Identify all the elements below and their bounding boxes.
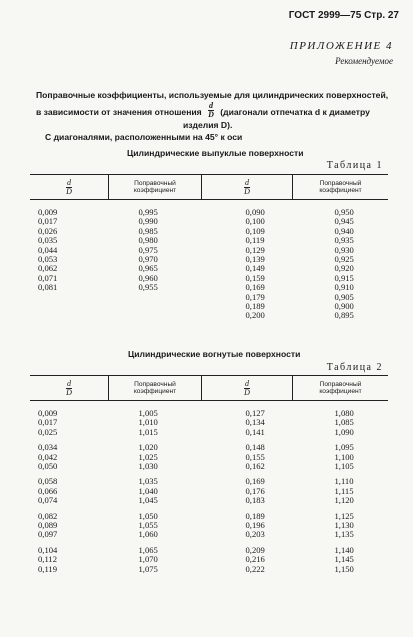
intro-line-2 (36, 101, 370, 121)
ratio-cell (30, 302, 109, 311)
ratio-cell: 0,042 (38, 451, 58, 462)
coef-cell: 1,040 (138, 485, 158, 496)
coef-cell: 1,110 (334, 476, 354, 487)
coef-cell: 1,075 (138, 563, 158, 574)
table2 (30, 375, 388, 574)
coef-cell (109, 311, 202, 320)
coef-cell: 1,135 (334, 529, 354, 540)
appendix-title: ПРИЛОЖЕНИЕ 4 (289, 40, 393, 52)
ratio-cell: 0,009 (38, 207, 58, 217)
ratio-cell: 0,141 (245, 426, 265, 437)
header-ratio-fraction: $\frac{d}{D}$ (244, 177, 250, 196)
ratio-cell: 0,035 (38, 235, 58, 246)
ratio-cell: 0,074 (38, 495, 58, 506)
coef-cell: 1,065 (138, 544, 158, 555)
fraction-numerator: d (208, 101, 213, 110)
coef-cell: 1,120 (334, 495, 354, 506)
coef-cell: 0,970 (138, 254, 158, 265)
table1-label: Таблица 1 (326, 160, 383, 171)
table1 (30, 174, 388, 321)
ratio-cell: 0,169 (245, 476, 265, 487)
coef-cell: 1,090 (334, 426, 354, 437)
appendix-subtitle: Рекомендуемое (335, 56, 393, 66)
coef-cell: 0,950 (334, 207, 354, 217)
table1-row (30, 311, 388, 320)
ratio-cell (30, 311, 109, 320)
ratio-cell: 0,155 (245, 451, 265, 462)
table2-header-row (30, 376, 388, 401)
coef-cell: 0,935 (334, 235, 354, 246)
intro-line-4: С диагоналями, расположенными на 45° к оси (45, 132, 243, 142)
coef-cell: 1,105 (334, 461, 354, 472)
ratio-cell: 0,196 (245, 520, 265, 531)
header-ratio-fraction: $\frac{d}{D}$ (66, 177, 72, 196)
intro-ratio-fraction (208, 102, 214, 119)
ratio-cell: 0,209 (245, 544, 265, 555)
coef-cell: 1,130 (334, 520, 354, 531)
table1-header-coef-2: Поправочный коэффициент (293, 175, 389, 200)
table2-row (30, 428, 388, 437)
coef-cell: 0,940 (334, 225, 354, 236)
coef-cell: 0,930 (334, 244, 354, 255)
ratio-cell: 0,044 (38, 244, 58, 255)
ratio-cell: 0,129 (245, 244, 265, 255)
table1-header-coef: Поправочный коэффициент (109, 175, 202, 200)
ratio-cell: 0,148 (245, 442, 265, 453)
coef-cell: 1,035 (138, 476, 158, 487)
coef-cell: 0,920 (334, 263, 354, 274)
table2-header-coef: Поправочный коэффициент (109, 376, 202, 401)
ratio-cell (30, 293, 109, 302)
ratio-cell: 0,149 (245, 263, 265, 274)
table2-row (30, 437, 388, 452)
coef-cell: 0,995 (138, 207, 158, 217)
ratio-cell: 0,017 (38, 417, 58, 428)
coef-cell: 1,050 (138, 510, 158, 521)
table1-header-ratio (30, 175, 109, 200)
coef-cell (109, 293, 202, 302)
ratio-cell: 0,026 (38, 225, 58, 236)
ratio-cell: 0,183 (245, 495, 265, 506)
ratio-cell: 0,200 (245, 310, 265, 321)
page-header: ГОСТ 2999—75 Стр. 27 (288, 10, 399, 21)
ratio-cell: 0,159 (245, 272, 265, 283)
coef-cell: 0,910 (334, 282, 354, 293)
coef-cell: 0,990 (138, 216, 158, 227)
coef-cell: 0,980 (138, 235, 158, 246)
ratio-cell: 0,058 (38, 476, 58, 487)
table2-row (30, 496, 388, 505)
coef-cell: 1,100 (334, 451, 354, 462)
ratio-cell: 0,071 (38, 272, 58, 283)
table2-header-ratio-2 (202, 376, 293, 401)
ratio-cell: 0,104 (38, 544, 58, 555)
ratio-cell: 0,053 (38, 254, 58, 265)
coef-cell: 0,955 (138, 282, 158, 293)
ratio-cell: 0,081 (38, 282, 58, 293)
intro-line-1: Поправочные коэффициенты, используемые для цилиндрических поверхностей, (36, 90, 389, 100)
table2-section-title: Цилиндрические вогнутые поверхности (128, 349, 301, 359)
ratio-cell: 0,119 (245, 235, 265, 246)
coef-cell: 1,025 (138, 451, 158, 462)
ratio-cell: 0,127 (245, 408, 265, 418)
coef-cell: 1,030 (138, 461, 158, 472)
table1-header-row (30, 175, 388, 200)
coef-cell: 0,905 (334, 291, 354, 302)
ratio-cell: 0,162 (245, 461, 265, 472)
coef-cell: 1,015 (138, 426, 158, 437)
coef-cell: 1,125 (334, 510, 354, 521)
ratio-cell: 0,089 (38, 520, 58, 531)
coef-cell: 1,010 (138, 417, 158, 428)
table2-row (30, 540, 388, 555)
ratio-cell: 0,109 (245, 225, 265, 236)
ratio-cell: 0,017 (38, 216, 58, 227)
table2-row (30, 530, 388, 539)
coef-cell: 1,080 (334, 408, 354, 418)
ratio-cell: 0,062 (38, 263, 58, 274)
ratio-cell: 0,025 (38, 426, 58, 437)
coef-cell: 1,070 (138, 554, 158, 565)
intro-line-2-post: (диагонали отпечатка d к диаметру (220, 106, 370, 117)
table2-row (30, 506, 388, 521)
ratio-cell: 0,216 (245, 554, 265, 565)
coef-cell: 1,150 (334, 563, 354, 574)
coef-cell (109, 302, 202, 311)
coef-cell: 1,005 (138, 408, 158, 418)
ratio-cell: 0,189 (245, 510, 265, 521)
coef-cell: 1,045 (138, 495, 158, 506)
table2-label: Таблица 2 (326, 362, 383, 373)
ratio-cell: 0,066 (38, 485, 58, 496)
ratio-cell: 0,222 (245, 563, 265, 574)
table2-header-coef-2: Поправочный коэффициент (293, 376, 389, 401)
ratio-cell: 0,169 (245, 282, 265, 293)
fraction-denominator: D (208, 110, 214, 119)
coef-cell: 1,145 (334, 554, 354, 565)
coef-cell: 0,965 (138, 263, 158, 274)
ratio-cell: 0,050 (38, 461, 58, 472)
table2-row (30, 462, 388, 471)
coef-cell: 1,055 (138, 520, 158, 531)
header-ratio-fraction: $\frac{d}{D}$ (66, 378, 72, 397)
coef-cell: 0,985 (138, 225, 158, 236)
table2-row (30, 471, 388, 486)
ratio-cell: 0,082 (38, 510, 58, 521)
ratio-cell: 0,112 (38, 554, 58, 565)
ratio-cell: 0,119 (38, 563, 58, 574)
coef-cell: 0,945 (334, 216, 354, 227)
coef-cell: 1,060 (138, 529, 158, 540)
table1-section-title: Цилиндрические выпуклые поверхности (127, 148, 304, 158)
coef-cell: 0,915 (334, 272, 354, 283)
coef-cell: 1,085 (334, 417, 354, 428)
ratio-cell: 0,100 (245, 216, 265, 227)
ratio-cell: 0,139 (245, 254, 265, 265)
intro-line-3: изделия D). (183, 120, 233, 130)
coef-cell: 1,095 (334, 442, 354, 453)
coef-cell: 0,975 (138, 244, 158, 255)
coef-cell: 0,925 (334, 254, 354, 265)
table2-row (30, 565, 388, 574)
coef-cell: 0,895 (334, 310, 354, 321)
coef-cell: 0,900 (334, 301, 354, 312)
ratio-cell: 0,034 (38, 442, 58, 453)
ratio-cell: 0,176 (245, 485, 265, 496)
coef-cell: 0,960 (138, 272, 158, 283)
ratio-cell: 0,097 (38, 529, 58, 540)
table2-header-ratio (30, 376, 109, 401)
ratio-cell: 0,009 (38, 408, 58, 418)
coef-cell: 1,140 (334, 544, 354, 555)
header-ratio-fraction: $\frac{d}{D}$ (244, 378, 250, 397)
coef-cell: 1,020 (138, 442, 158, 453)
table1-header-ratio-2 (202, 175, 293, 200)
ratio-cell: 0,090 (245, 207, 265, 217)
ratio-cell: 0,189 (245, 301, 265, 312)
intro-line-2-pre: в зависимости от значения отношения (36, 106, 202, 117)
ratio-cell: 0,179 (245, 291, 265, 302)
coef-cell: 1,115 (334, 485, 354, 496)
ratio-cell: 0,203 (245, 529, 265, 540)
ratio-cell: 0,134 (245, 417, 265, 428)
